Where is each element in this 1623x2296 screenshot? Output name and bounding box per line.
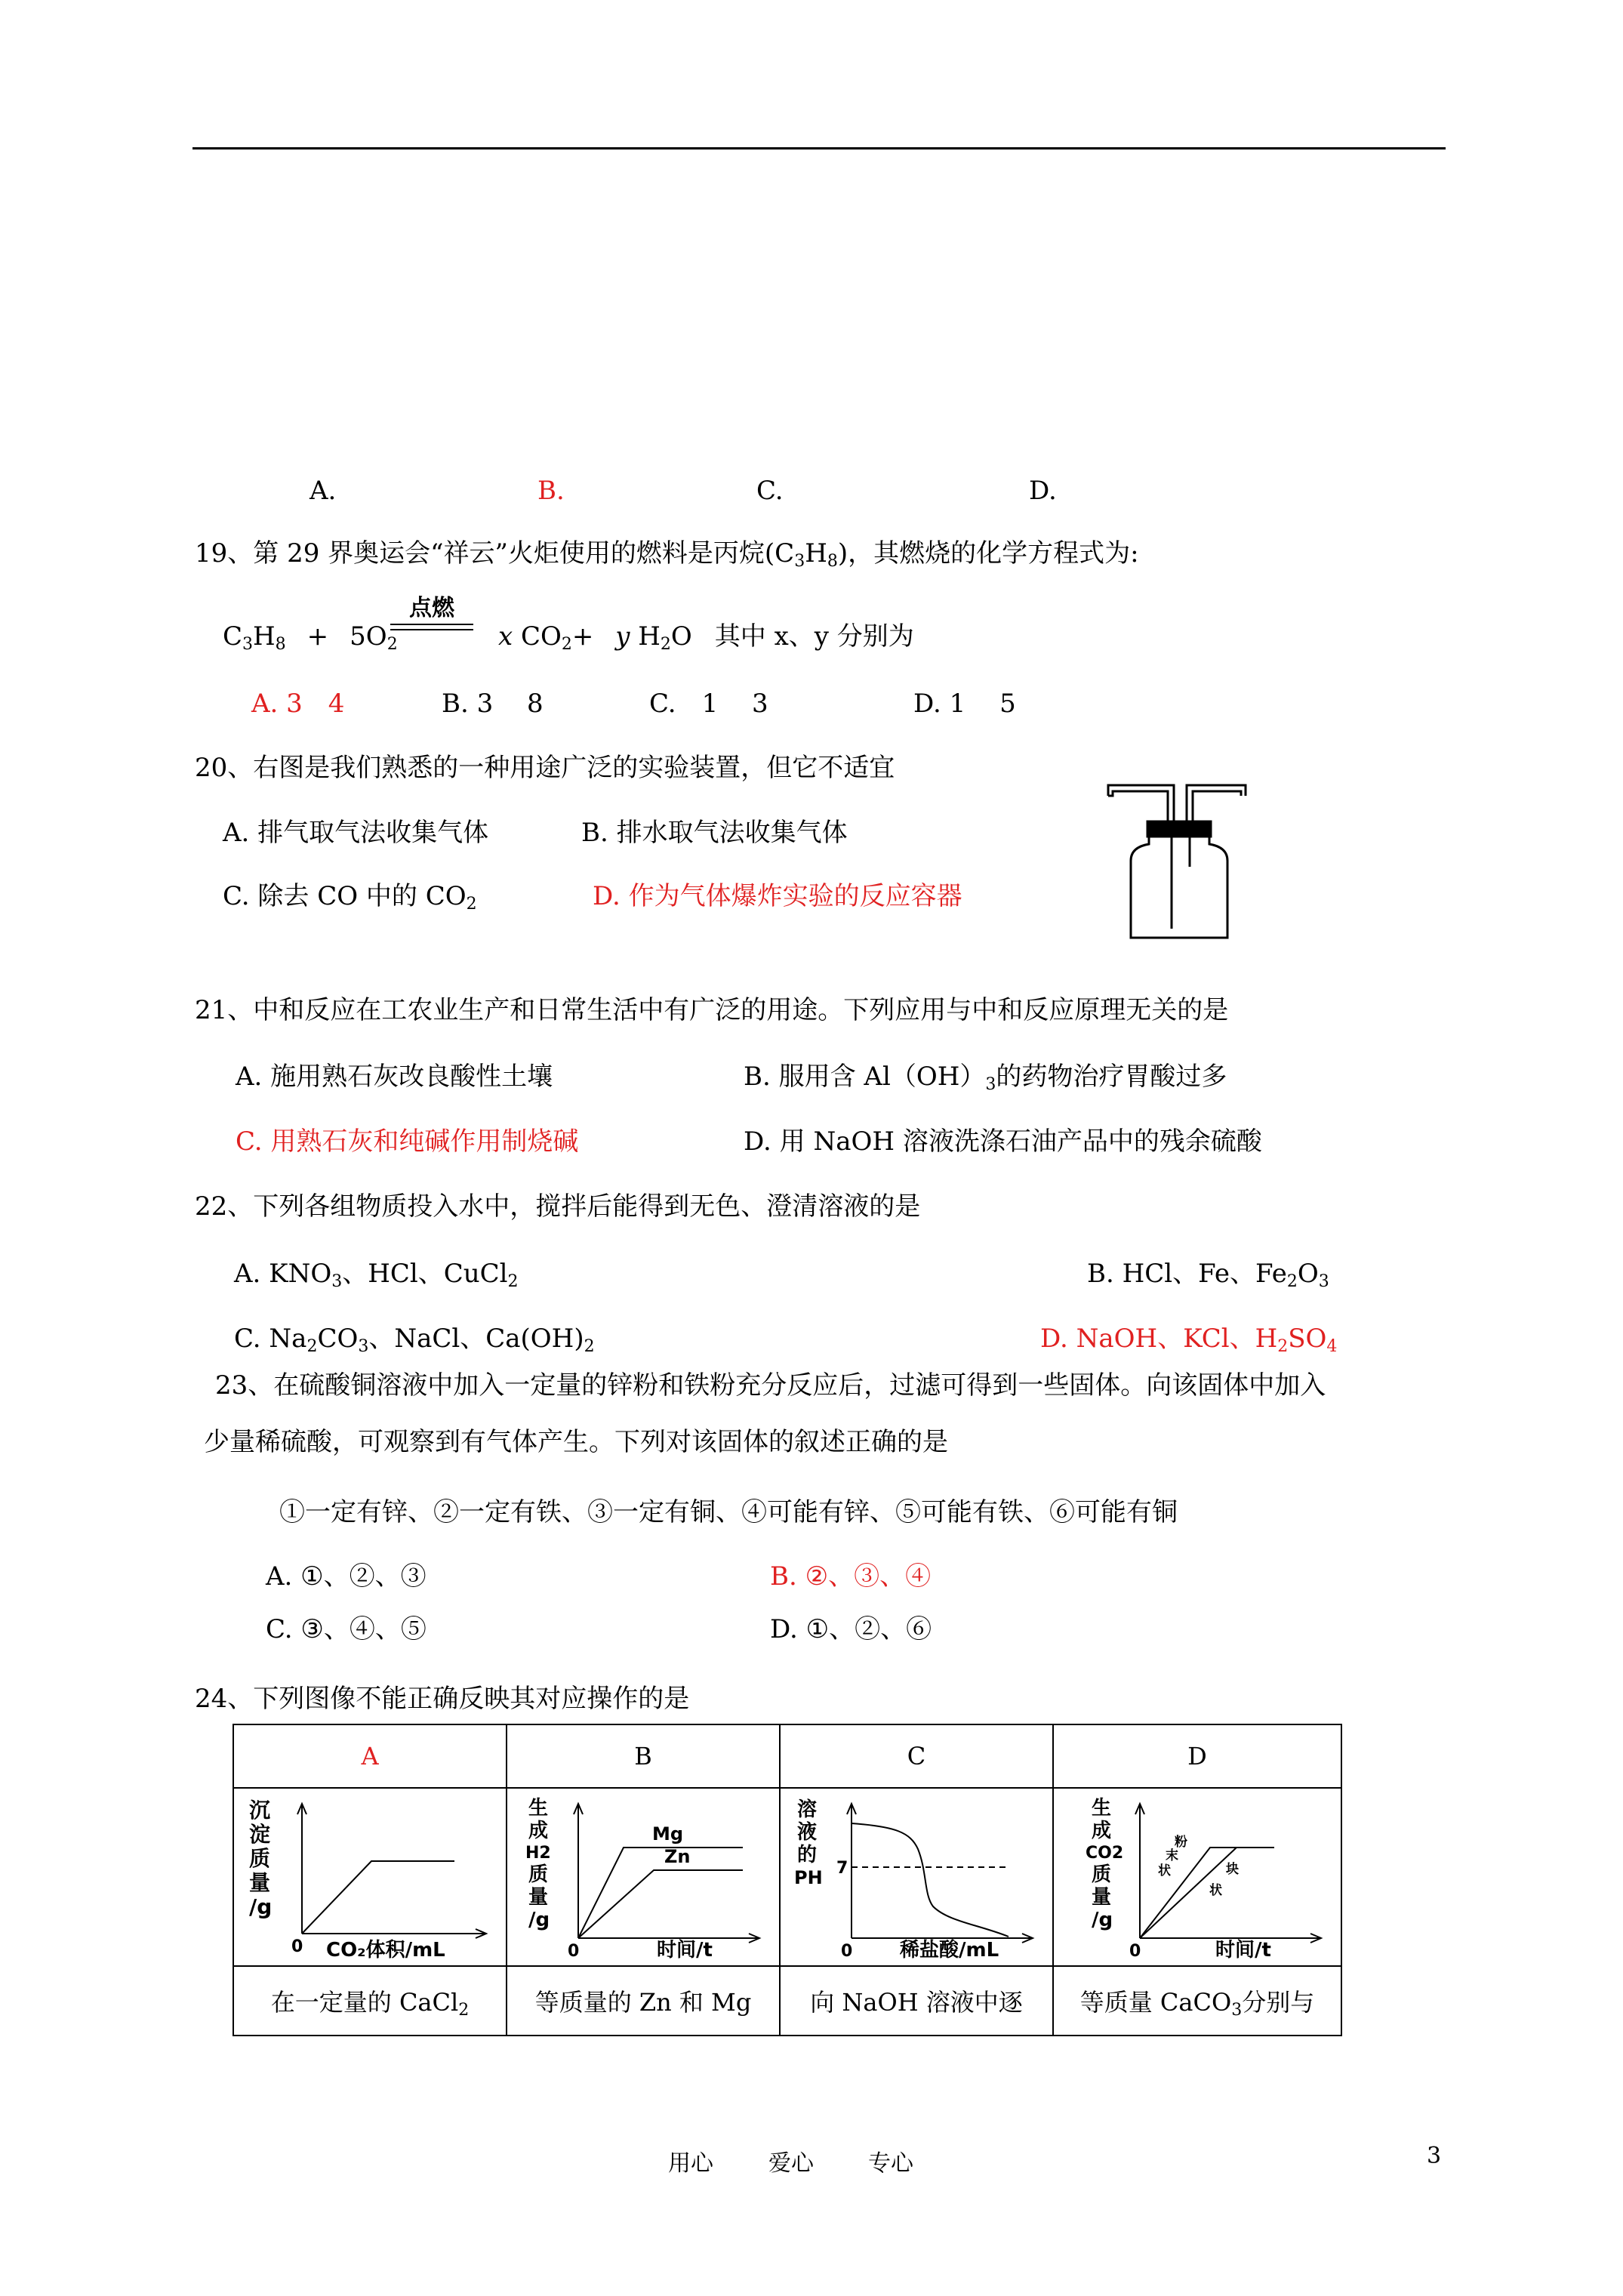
graph-b-ylabel-4: 质 — [528, 1863, 549, 1886]
q19-option-d: D. 1 5 — [913, 689, 1016, 719]
graph-a-ylabel-5: /g — [249, 1894, 273, 1919]
graph-d-ylabel-1: 生 — [1092, 1797, 1112, 1820]
caption-b: 等质量的 Zn 和 Mg — [507, 1966, 780, 2036]
q22-option-a: A. $KNO_3$、HCl、CuCl$_2$ — [234, 1259, 519, 1291]
q23-stem-line2: 少量稀硫酸，可观察到有气体产生。下列对该固体的叙述正确的是 — [204, 1427, 948, 1457]
q24-stem: 24、下列图像不能正确反映其对应操作的是 — [195, 1684, 690, 1714]
graph-c-cell — [780, 1788, 1053, 1966]
graph-c — [782, 1789, 1051, 1959]
prev-option-d: D. — [1029, 476, 1057, 506]
graph-a-cell — [233, 1788, 507, 1966]
graph-c-ylabel-1: 溶 — [797, 1798, 818, 1821]
q23-stem-line1: 23、在硫酸铜溶液中加入一定量的锌粉和铁粉充分反应后，过滤可得到一些固体。向该固体中加入 — [215, 1370, 1326, 1401]
graph-d-label-zhuang: 状 — [1158, 1863, 1171, 1878]
q21-option-d: D. 用 NaOH 溶液洗涤石油产品中的残余硫酸 — [744, 1126, 1262, 1157]
graph-c-origin: 0 — [841, 1942, 853, 1959]
graph-b-series-zn: Zn — [664, 1846, 691, 1867]
graph-a-ylabel-4: 量 — [249, 1870, 271, 1895]
q19-option-b: B. 3 8 — [442, 689, 544, 719]
caption-a: 在一定量的 CaCl$_2$ — [233, 1966, 507, 2036]
q20-option-a: A. 排气取气法收集气体 — [223, 818, 489, 848]
graph-d-label-mo: 末 — [1166, 1848, 1178, 1863]
graph-d-cell — [1053, 1788, 1341, 1966]
page-number: 3 — [1427, 2143, 1442, 2169]
header-a: A — [233, 1724, 507, 1788]
graph-d-xlabel: 时间/t — [1215, 1939, 1271, 1959]
q23-option-d: D. ①、②、⑥ — [770, 1614, 932, 1644]
graph-d-origin: 0 — [1129, 1942, 1141, 1959]
reaction-condition: 点燃 — [409, 595, 454, 621]
graph-a-origin: 0 — [291, 1937, 303, 1956]
footer-aixin: 爱心 — [768, 2150, 814, 2177]
q22-option-c: C. $Na_2CO_3$、NaCl、$Ca(OH)_2$ — [234, 1324, 595, 1356]
prev-option-b: B. — [537, 476, 565, 506]
graph-c-xlabel: 稀盐酸/mL — [900, 1939, 999, 1959]
q19-option-c: C. 1 3 — [649, 689, 768, 719]
q20-stem: 20、右图是我们熟悉的一种用途广泛的实验装置，但它不适宜 — [195, 753, 895, 783]
footer-zhuanxin: 专心 — [868, 2150, 913, 2177]
prev-option-c: C. — [756, 476, 784, 506]
graph-a-ylabel-1: 沉 — [249, 1798, 271, 1823]
q20-option-d: D. 作为气体爆炸实验的反应容器 — [593, 881, 962, 911]
graph-b-origin: 0 — [568, 1942, 580, 1959]
graph-d-label-zhuang2: 状 — [1209, 1883, 1222, 1898]
footer-yongxin: 用心 — [668, 2150, 713, 2177]
q22-stem: 22、下列各组物质投入水中，搅拌后能得到无色、澄清溶液的是 — [195, 1191, 921, 1222]
q22-option-b: B. HCl、Fe、$Fe_2O_3$ — [1087, 1259, 1329, 1291]
prev-option-a: A. — [310, 476, 337, 506]
graph-b-cell — [507, 1788, 780, 1966]
q19-products: x $CO_2+ y$ $H_2O$ 其中 x、y 分别为 — [498, 621, 914, 654]
graph-b-ylabel-1: 生 — [528, 1797, 549, 1820]
header-c: C — [780, 1724, 1053, 1788]
graph-d-ylabel-3: CO2 — [1086, 1844, 1124, 1863]
q19-equation: $C_3H_8 + 5O_2$ — [223, 621, 398, 654]
q22-option-d: D. NaOH、KCl、$H_2SO_4$ — [1040, 1324, 1338, 1356]
graph-b-ylabel-5: 量 — [528, 1886, 549, 1909]
q24-graph-table — [233, 1724, 1342, 2036]
q19-option-a: A. 3 4 — [251, 689, 345, 719]
graph-a-ylabel-2: 淀 — [249, 1822, 271, 1847]
graph-b-ylabel-3: H2 — [525, 1844, 551, 1863]
graph-d-ylabel-4: 质 — [1092, 1863, 1112, 1886]
header-b: B — [507, 1724, 780, 1788]
q23-option-c: C. ③、④、⑤ — [266, 1614, 427, 1644]
graph-a-ylabel-3: 质 — [249, 1846, 271, 1871]
q20-option-c: C. 除去 CO 中的 $CO_2$ — [223, 881, 477, 914]
q23-option-a: A. ①、②、③ — [266, 1561, 427, 1592]
graph-c-ylabel-3: 的 — [797, 1844, 818, 1866]
q21-option-c: C. 用熟石灰和纯碱作用制烧碱 — [236, 1126, 579, 1157]
graph-d-ylabel-6: /g — [1092, 1909, 1113, 1931]
q21-stem: 21、中和反应在工农业生产和日常生活中有广泛的用途。下列应用与中和反应原理无关的是 — [195, 995, 1229, 1025]
graph-b — [509, 1789, 778, 1959]
q21-option-a: A. 施用熟石灰改良酸性土壤 — [236, 1062, 553, 1092]
graph-a — [236, 1789, 504, 1959]
graph-b-ylabel-6: /g — [528, 1909, 550, 1931]
graph-c-ylabel-4: PH — [794, 1867, 823, 1888]
q21-option-b: B. 服用含 $Al(OH)_3$的药物治疗胃酸过多 — [744, 1062, 1227, 1094]
graph-d-label-kuai: 块 — [1226, 1862, 1239, 1877]
header-d: D — [1053, 1724, 1341, 1788]
graph-c-ref-7: 7 — [836, 1859, 848, 1878]
graph-d-label-fen: 粉 — [1175, 1835, 1187, 1850]
q23-option-b: B. ②、③、④ — [770, 1561, 932, 1592]
graph-b-xlabel: 时间/t — [657, 1939, 713, 1959]
graph-a-xlabel: CO₂体积/mL — [326, 1939, 445, 1959]
graph-d — [1055, 1789, 1339, 1959]
reaction-arrow — [390, 596, 473, 630]
q20-option-b: B. 排水取气法收集气体 — [581, 818, 848, 848]
graph-b-series-mg: Mg — [652, 1823, 684, 1845]
graph-d-ylabel-2: 成 — [1092, 1820, 1112, 1842]
caption-d: 等质量 CaCO$_3$分别与 — [1053, 1966, 1341, 2036]
graph-b-ylabel-2: 成 — [528, 1820, 549, 1842]
caption-c: 向 NaOH 溶液中逐 — [780, 1966, 1053, 2036]
header-rule — [192, 147, 1446, 149]
q23-statement-list: ①一定有锌、②一定有铁、③一定有铜、④可能有锌、⑤可能有铁、⑥可能有铜 — [279, 1497, 1178, 1527]
graph-c-ylabel-2: 液 — [797, 1821, 818, 1844]
q19-stem: 19、第 29 界奥运会“祥云”火炬使用的燃料是丙烷$(C_3H_8)$，其燃烧的化学方程式为: — [195, 538, 1139, 571]
graph-d-ylabel-5: 量 — [1092, 1886, 1112, 1909]
gas-bottle-figure — [1102, 778, 1253, 944]
